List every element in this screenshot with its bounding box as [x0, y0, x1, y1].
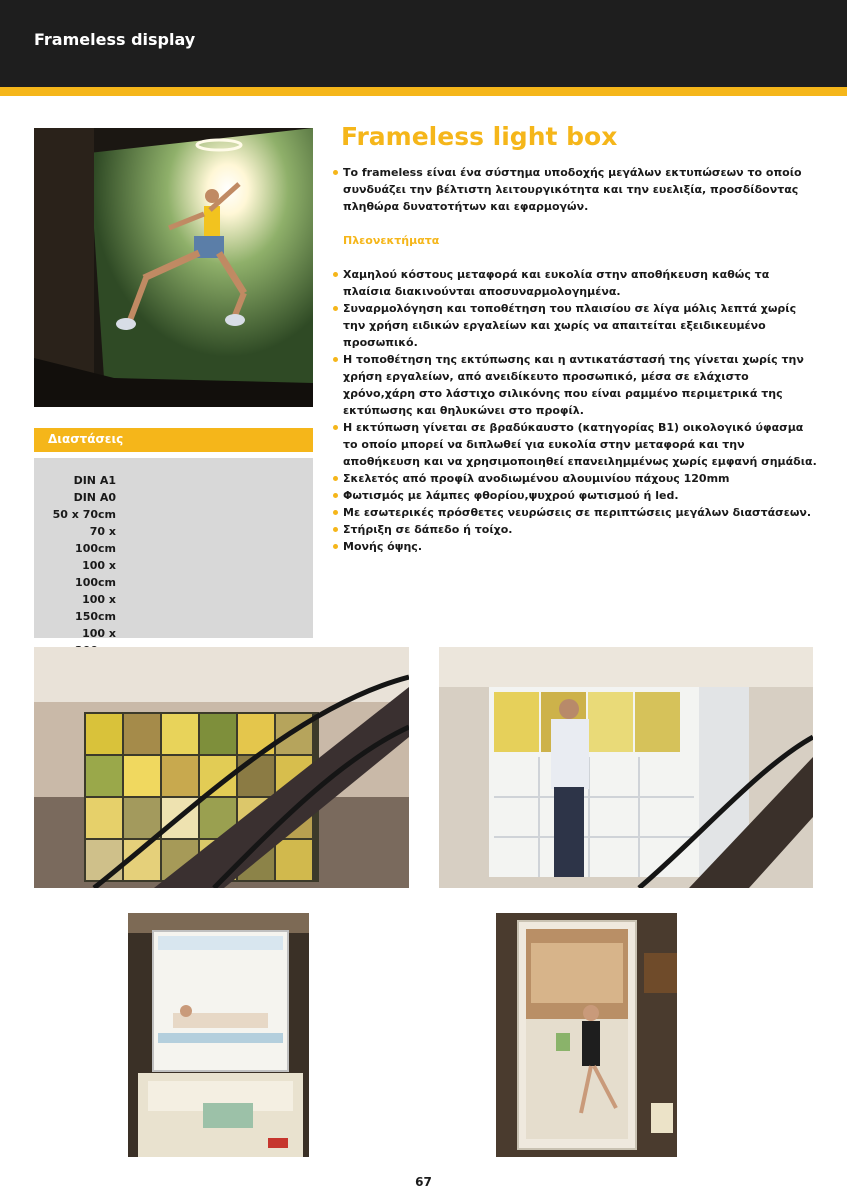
advantage-item: Με εσωτερικές πρόσθετες νευρώσεις σε περιπτώσεις μεγάλων διαστάσεων.	[333, 504, 819, 521]
dimensions-header	[34, 428, 313, 452]
lightbox-runner-photo	[34, 128, 313, 407]
dimensions-label: Διαστάσεις	[48, 432, 124, 446]
advantage-item: Μονής όψης.	[333, 538, 819, 555]
dimension-item: 70 x 100cm	[75, 525, 116, 555]
dimension-item: 100 x 150cm	[75, 593, 116, 623]
page-number: 67	[415, 1175, 432, 1189]
advantage-item: Η εκτύπωση γίνεται σε βραδύκαυστο (κατηγορίας Β1) οικολογικό ύφασμα το οποίο μπορεί να διπλωθεί για ευκολία στην μεταφορά και την αποθήκευση και να χρησιμοποιηθεί επανειλημμένως χωρίς εμφανή σημάδια.	[333, 419, 819, 470]
intro-text: Το frameless είναι ένα σύστημα υποδοχής μεγάλων εκτυπώσεων το οποίο συνδυάζει την βέλτιστη λειτουργικότητα και την ευελιξία, προσδίδοντας πληθώρα δυνατοτήτων και εφαρμογών.	[333, 164, 819, 215]
advantage-item: Η τοποθέτηση της εκτύπωσης και η αντικατάστασή της γίνεται χωρίς την χρήση εργαλείων, από ανειδίκευτο προσωπικό, μέσα σε ελάχιστο χρόνο,χάρη στο λάστιχο σιλικόνης που είναι ραμμένο περιμετρικά της εκτύπωσης και θηλυκώνει στο προφίλ.	[333, 351, 819, 419]
dimension-item: DIN A1	[73, 474, 116, 487]
advantage-item: Φωτισμός με λάμπες φθορίου,ψυχρού φωτισμού ή led.	[333, 487, 819, 504]
page-header	[0, 0, 847, 87]
product-title: Frameless light box	[341, 122, 618, 151]
accent-stripe	[0, 87, 847, 96]
advantages-block	[333, 266, 819, 555]
carousel-lightbox-photo	[496, 913, 677, 1157]
section-title: Frameless display	[34, 30, 196, 49]
advantage-item: Σκελετός από προφίλ ανοδιωμένου αλουμινίου πάχους 120mm	[333, 470, 819, 487]
escalator-lightbox-wall-photo	[34, 647, 409, 888]
advantages-heading: Πλεονεκτήματα	[343, 234, 440, 247]
advantage-item: Χαμηλού κόστους μεταφορά και ευκολία στην αποθήκευση καθώς τα πλαίσια διακινούνται αποσυναρμολογημένα.	[333, 266, 819, 300]
dimension-item: 50 x 70cm	[52, 508, 116, 521]
dimension-item: 100 x	[82, 627, 116, 640]
dimensions-panel	[34, 458, 313, 638]
bed-store-lightbox-photo	[128, 913, 309, 1157]
dimension-item: 100 x 100cm	[75, 559, 116, 589]
intro-block	[333, 164, 819, 215]
advantage-item: Στήριξη σε δάπεδο ή τοίχο.	[333, 521, 819, 538]
advantage-item: Συναρμολόγηση και τοποθέτηση του πλαισίου σε λίγα μόλις λεπτά χωρίς την χρήση ειδικών εργαλείων και χωρίς να απαιτείται εξειδικευμένο προσωπικό.	[333, 300, 819, 351]
installation-photo	[439, 647, 813, 888]
dimension-item: DIN A0	[73, 491, 116, 504]
